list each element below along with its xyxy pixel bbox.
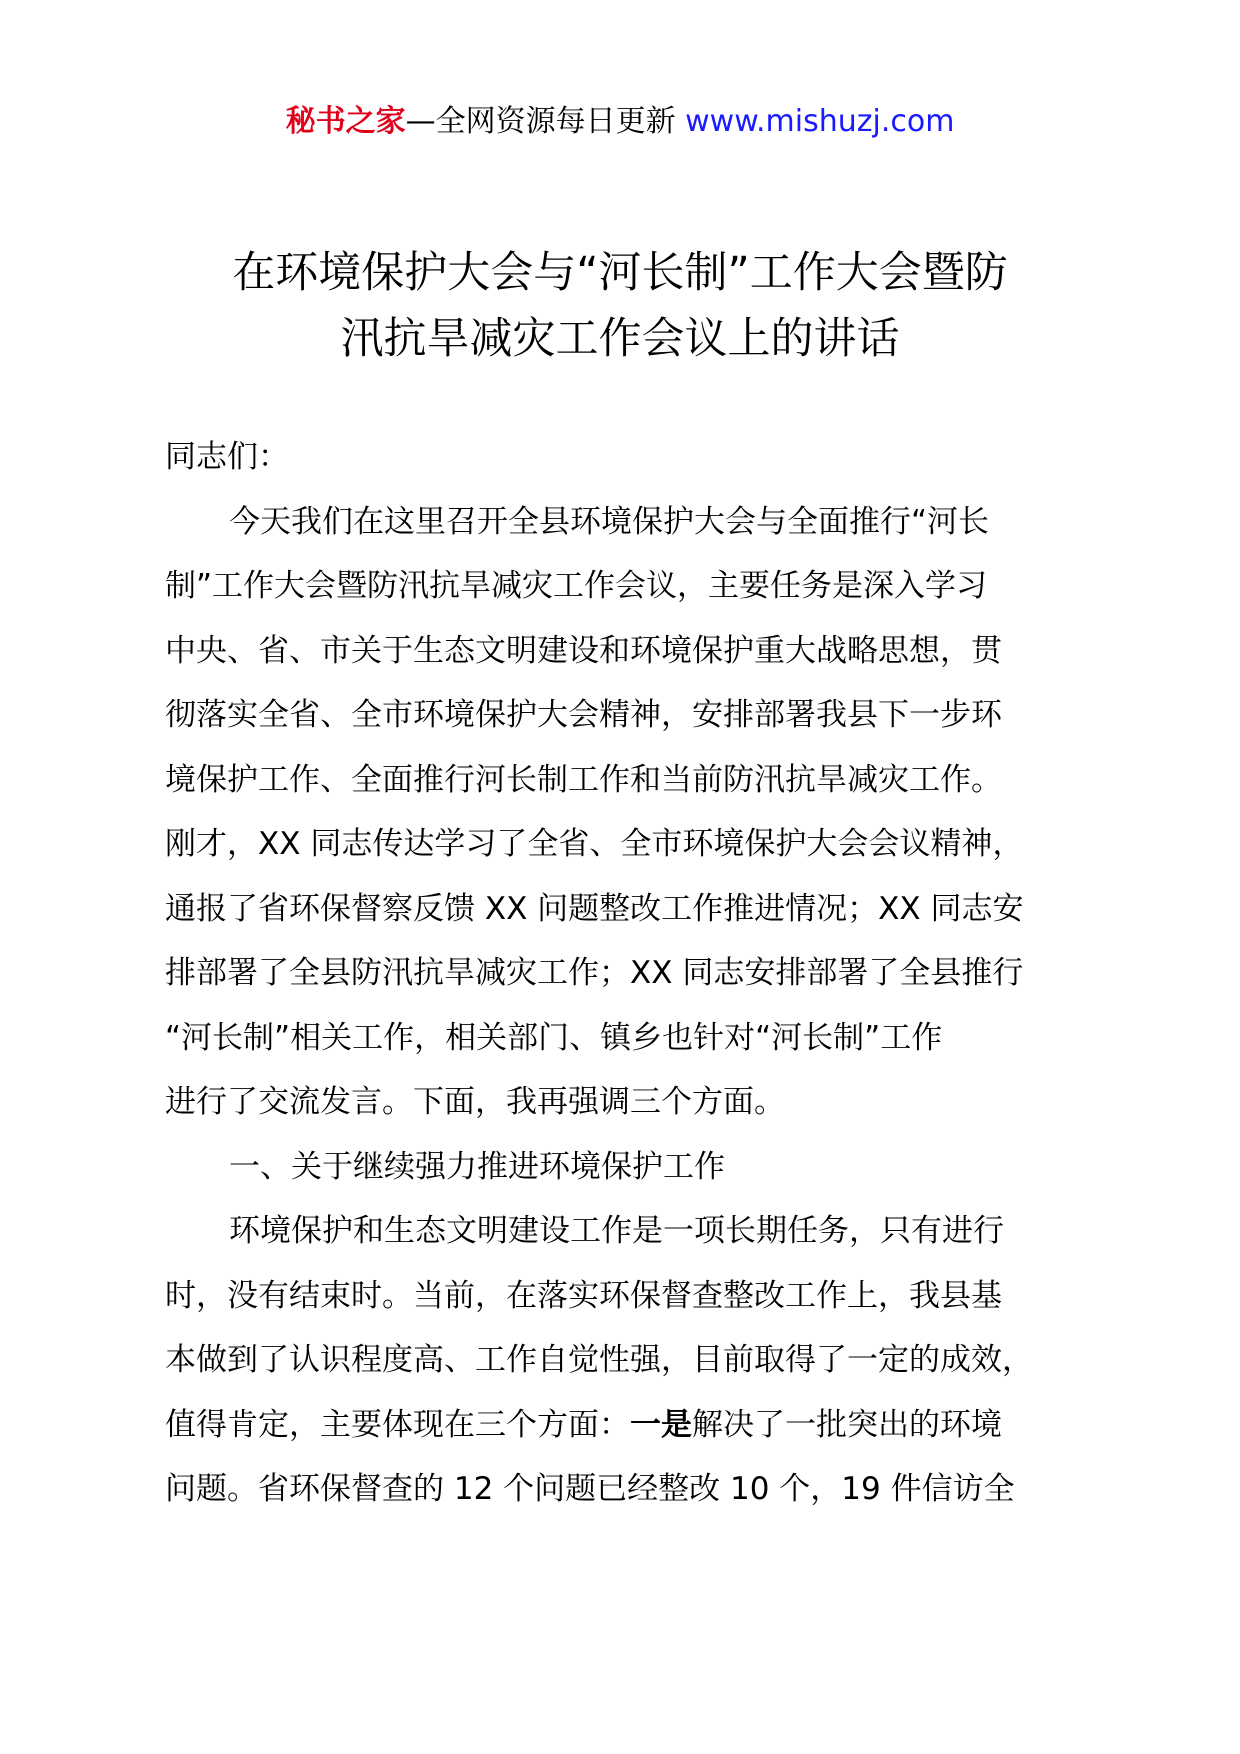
title-line-1: 在环境保护大会与“河长制”工作大会暨防 <box>232 248 1008 298</box>
paragraph-line: 环境保护和生态文明建设工作是一项长期任务，只有进行 <box>229 1213 1004 1249</box>
site-header <box>0 102 1240 142</box>
site-slogan: —全网资源每日更新 <box>405 104 686 139</box>
paragraph-line: 境保护工作、全面推行河长制工作和当前防汛抗旱减灾工作。 <box>165 761 1002 798</box>
paragraph-line: 问题。省环保督查的 12 个问题已经整改 10 个，19 件信访全 <box>165 1471 1015 1507</box>
site-brand: 秘书之家 <box>285 104 406 139</box>
salutation: 同志们： <box>165 439 289 475</box>
paragraph-line: 制”工作大会暨防汛抗旱减灾工作会议，主要任务是深入学习 <box>165 568 988 604</box>
paragraph-line: 刚才，XX 同志传达学习了全省、全市环境保护大会会议精神， <box>165 826 1024 862</box>
emphasis-text: 一是 <box>630 1406 692 1443</box>
section-heading: 一、关于继续强力推进环境保护工作 <box>229 1148 725 1185</box>
paragraph-line: 通报了省环保督察反馈 XX 问题整改工作推进情况；XX 同志安 <box>165 890 1024 927</box>
paragraph-text: 解决了一批突出的环境 <box>692 1406 1002 1443</box>
site-url-link[interactable]: www.mishuzj.com <box>685 104 955 139</box>
paragraph-line: 彻落实全省、全市环境保护大会精神，安排部署我县下一步环 <box>165 697 1002 733</box>
paragraph-text: 值得肯定，主要体现在三个方面： <box>165 1406 630 1443</box>
title-line-2: 汛抗旱减灾工作会议上的讲话 <box>340 314 900 364</box>
paragraph-line: 排部署了全县防汛抗旱减灾工作；XX 同志安排部署了全县推行 <box>165 955 1024 991</box>
paragraph-line: “河长制”相关工作，相关部门、镇乡也针对“河长制”工作 <box>165 1019 943 1056</box>
paragraph-line: 本做到了认识程度高、工作自觉性强，目前取得了一定的成效， <box>165 1342 1033 1378</box>
paragraph-line: 中央、省、市关于生态文明建设和环境保护重大战略思想，贯 <box>165 632 1002 669</box>
document-body <box>165 425 1115 1522</box>
paragraph-line: 进行了交流发言。下面，我再强调三个方面。 <box>165 1084 785 1120</box>
paragraph-line <box>165 1393 1115 1458</box>
paragraph-line: 时，没有结束时。当前，在落实环保督查整改工作上，我县基 <box>165 1277 1002 1314</box>
document-title <box>130 240 1110 372</box>
paragraph-line: 今天我们在这里召开全县环境保护大会与全面推行“河长 <box>229 503 990 540</box>
